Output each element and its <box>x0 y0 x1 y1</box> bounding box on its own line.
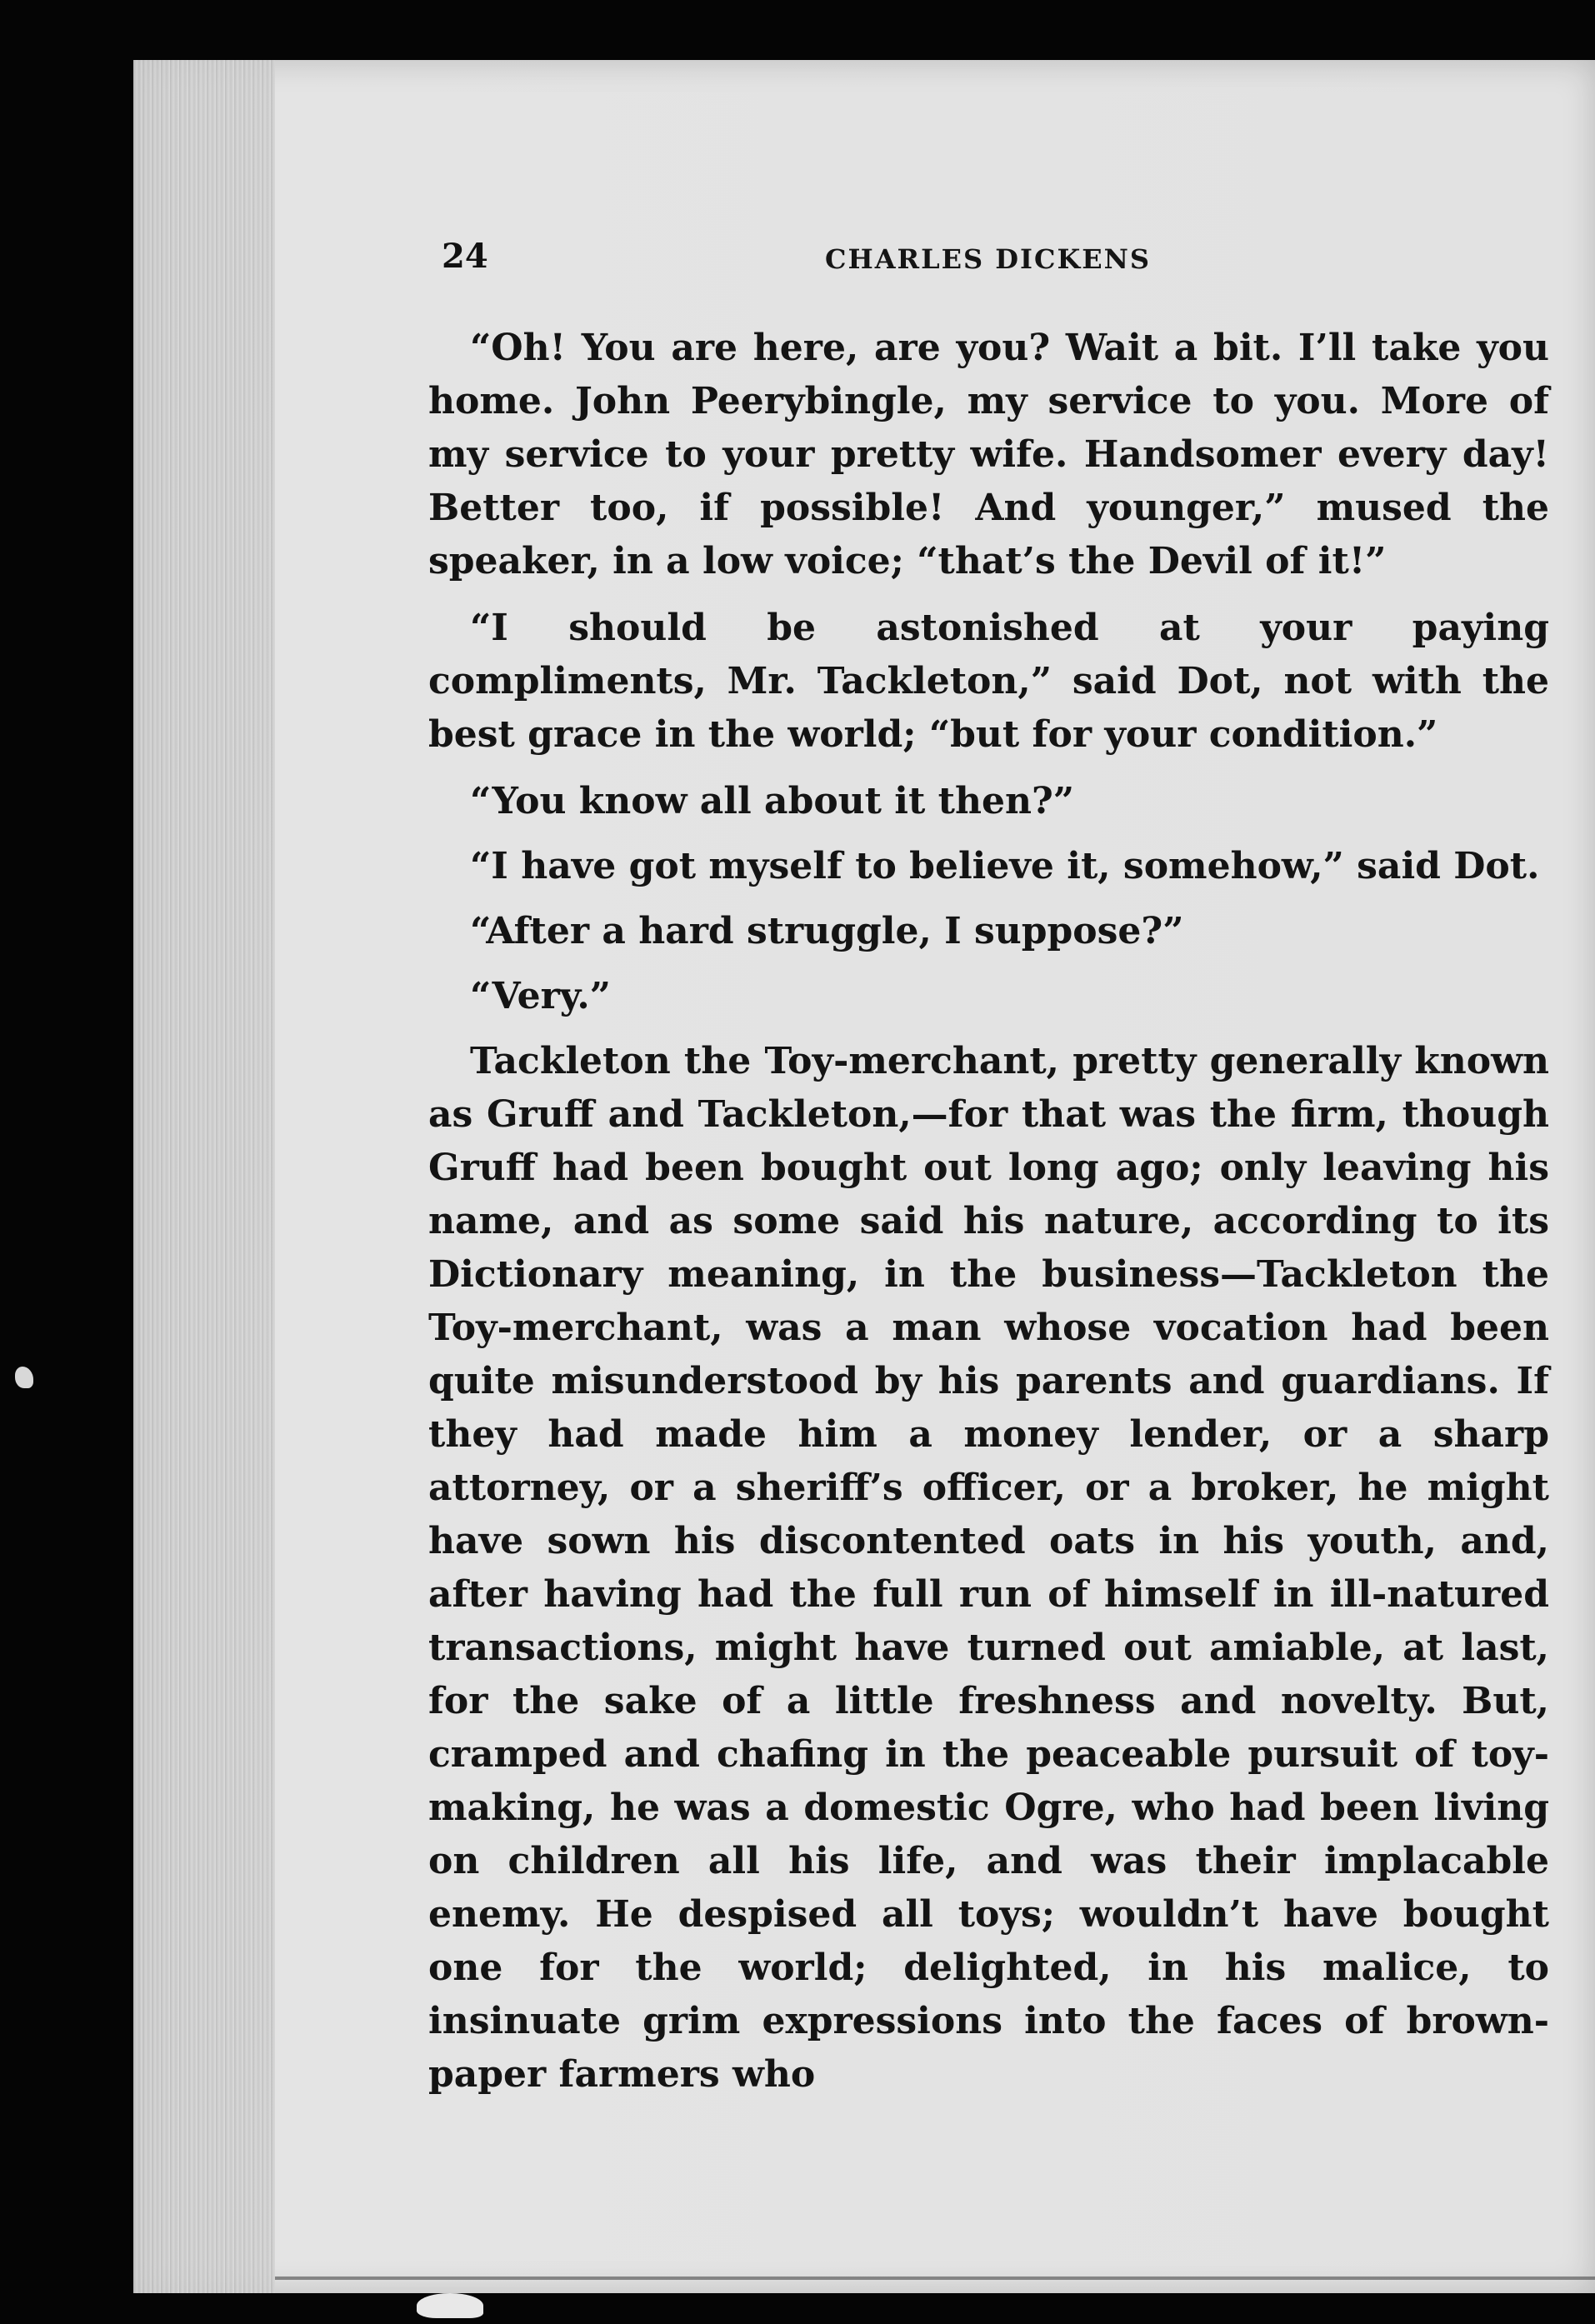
paragraph: “I should be astonished at your paying compliments, Mr. Tackleton,” said Dot, not with the best grace in the world; “but for your condition.” <box>428 607 1549 756</box>
page-edges <box>133 60 275 2293</box>
page-bottom-edge <box>275 2277 1595 2280</box>
paragraph: “Oh! You are here, are you? Wait a bit. I’ll take you home. John Peerybingle, my service to you. More of my service to your pretty wife. Handsomer every day! Better too, if possible! And younger,” mused the speaker, in a low voice; “that’s the Devil of it!” <box>428 327 1549 582</box>
paragraph: Tackleton the Toy-merchant, pretty generally known as Gruff and Tackleton,—for that was the firm, though Gruff had been bought out long ago; only leaving his name, and as some said his nature, according to its Dictionary meaning, in the business—Tackleton the Toy-merchant, was a man whose vocation had been quite misunderstood by his parents and guardians. If they had made him a money lender, or a sharp attorney, or a sheriff’s officer, or a broker, he might have sown his discontented oats in his youth, and, after having had the full run of himself in ill-natured transactions, might have turned out amiable, at last, for the sake of a little freshness and novelty. But, cramped and chafing in the peaceable pursuit of toy-making, he was a domestic Ogre, who had been living on children all his life, and was their implacable enemy. He despised all toys; wouldn’t have bought one for the world; delighted, in his malice, to insinuate grim expressions into the faces of brown-paper farmers who <box>428 1040 1549 2096</box>
paragraph: “I have got myself to believe it, somehow,” said Dot. <box>470 845 1540 887</box>
paragraph: “Very.” <box>470 975 611 1017</box>
page-header <box>442 237 1558 278</box>
scan-smudge-bottom <box>417 2293 483 2318</box>
body-text <box>428 322 1549 2102</box>
running-head: CHARLES DICKENS <box>825 243 1152 275</box>
paragraph: “After a hard struggle, I suppose?” <box>470 910 1184 952</box>
page-number: 24 <box>442 237 488 276</box>
paragraph: “You know all about it then?” <box>470 780 1075 822</box>
